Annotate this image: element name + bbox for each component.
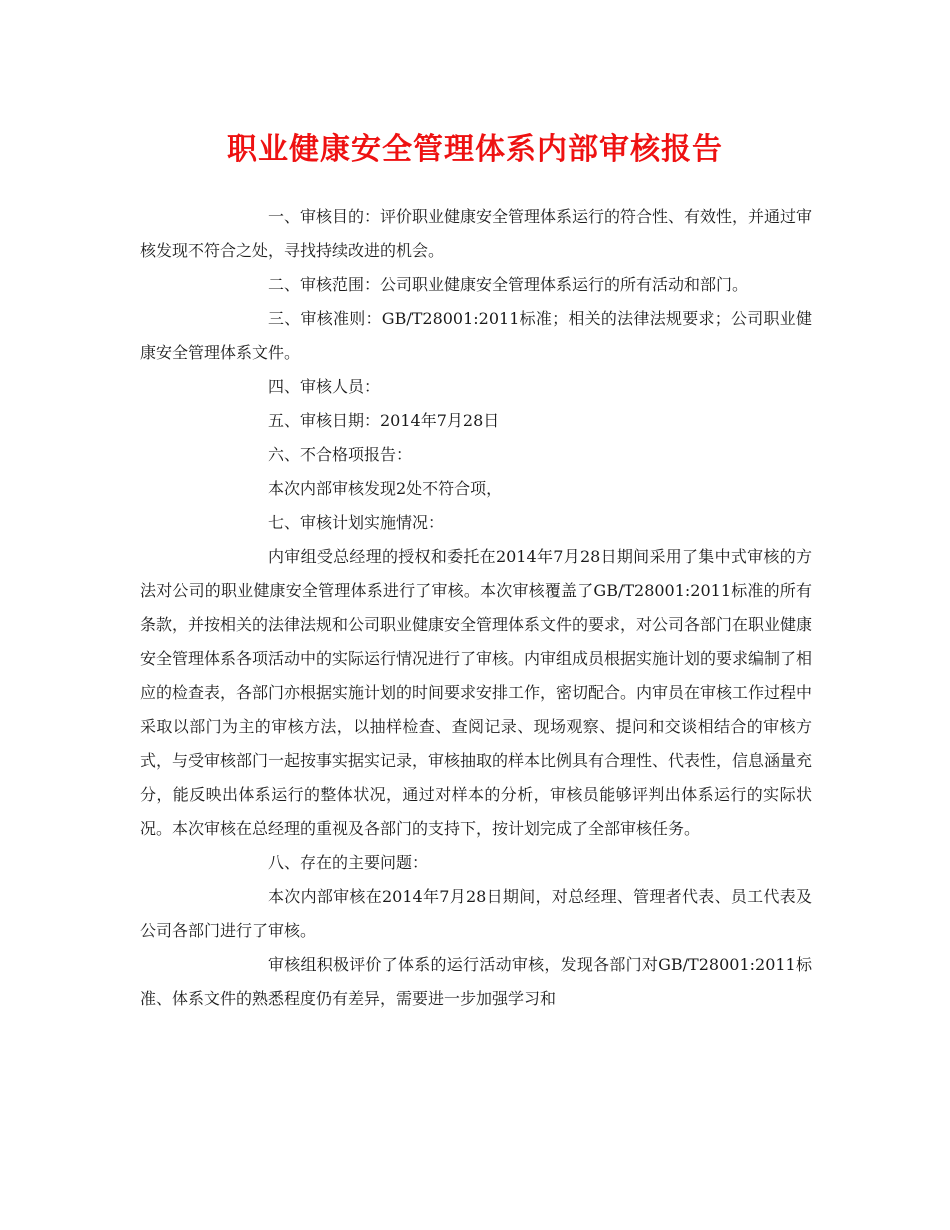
paragraph-audit-date: 五、审核日期：2014年7月28日	[268, 411, 500, 430]
paragraph-nonconformity-heading: 六、不合格项报告：	[268, 445, 413, 464]
paragraph-issues-heading: 八、存在的主要问题：	[268, 853, 429, 872]
paragraph-auditors: 四、审核人员：	[268, 377, 381, 396]
paragraph-audit-criteria: 三、审核准则：GB/T28001:2011标准；相关的法律法规要求；公司职业健康安全管理体系文件。	[140, 309, 812, 362]
paragraph-plan-heading: 七、审核计划实施情况：	[268, 513, 445, 532]
paragraph-audit-purpose: 一、审核目的：评价职业健康安全管理体系运行的符合性、有效性，并通过审核发现不符合之处，寻找持续改进的机会。	[140, 207, 813, 260]
paragraph-issues-intro: 本次内部审核在2014年7月28日期间，对总经理、管理者代表、员工代表及公司各部门进行了审核。	[140, 887, 812, 940]
document-body	[140, 200, 812, 1016]
paragraph-nonconformity-count: 本次内部审核发现2处不符合项，	[268, 479, 503, 498]
paragraph-issues-findings: 审核组积极评价了体系的运行活动审核，发现各部门对GB/T28001:2011标准、体系文件的熟悉程度仍有差异，需要进一步加强学习和	[140, 955, 812, 1008]
paragraph-plan-details: 内审组受总经理的授权和委托在2014年7月28日期间采用了集中式审核的方法对公司的职业健康安全管理体系进行了审核。本次审核覆盖了GB/T28001:2011标准的所有条款，并按相关的法律法规和公司职业健康安全管理体系文件的要求，对公司各部门在职业健康安全管理体系各项活动中的实际运行情况进行了审核。内审组成员根据实施计划的要求编制了相应的检查表，各部门亦根据实施计划的时间要求安排工作，密切配合。内审员在审核工作过程中采取以部门为主的审核方法，以抽样检查、查阅记录、现场观察、提问和交谈相结合的审核方式，与受审核部门一起按事实据实记录，审核抽取的样本比例具有合理性、代表性，信息涵量充分，能反映出体系运行的整体状况，通过对样本的分析，审核员能够评判出体系运行的实际状况。本次审核在总经理的重视及各部门的支持下，按计划完成了全部审核任务。	[140, 547, 813, 838]
paragraph-audit-scope: 二、审核范围：公司职业健康安全管理体系运行的所有活动和部门。	[268, 275, 749, 294]
document-title: 职业健康安全管理体系内部审核报告	[227, 132, 723, 167]
